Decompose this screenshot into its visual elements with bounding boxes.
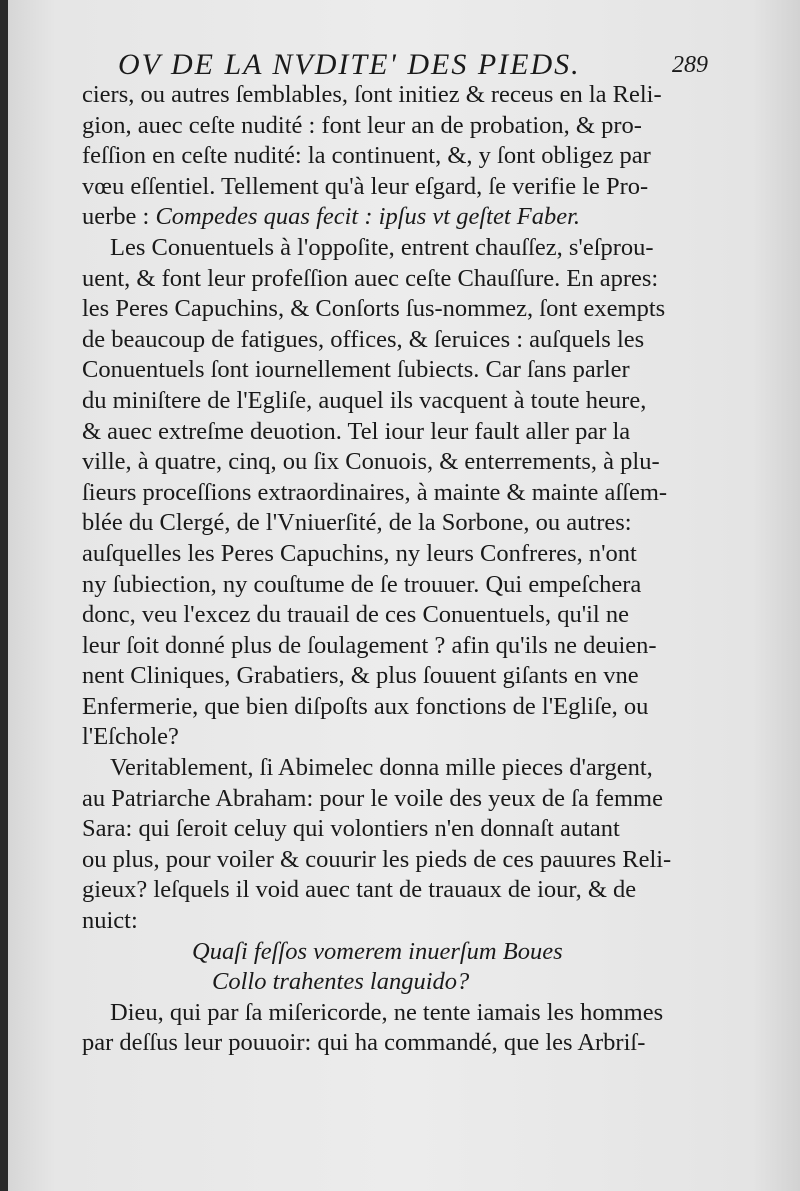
text-line: nuict: xyxy=(82,907,138,935)
text-line: gion, auec ceſte nudité : font leur an de probation, & pro- xyxy=(82,111,642,139)
text-line: auſquelles les Peres Capuchins, ny leurs Confreres, n'ont xyxy=(82,539,637,567)
text-line: l'Eſchole? xyxy=(82,723,179,751)
text-line: nent Cliniques, Grabatiers, & plus ſouuent giſants en vne xyxy=(82,662,639,690)
text-line: ciers, ou autres ſemblables, ſont initiez & receus en la Reli- xyxy=(82,81,662,108)
text-line: gieux? leſquels il void auec tant de trauaux de iour, & de xyxy=(82,876,637,904)
page-body xyxy=(82,80,722,1059)
text-line: feſſion en ceſte nudité: la continuent, &, y ſont obligez par xyxy=(82,142,651,170)
text-line: Sara: qui ſeroit celuy qui volontiers n'en donnaſt autant xyxy=(82,815,620,843)
verse-line: Collo trahentes languido? xyxy=(212,968,470,996)
text-line: du miniſtere de l'Egliſe, auquel ils vacquent à toute heure, xyxy=(82,386,647,414)
book-page xyxy=(8,0,800,1191)
text-line: ville, à quatre, cinq, ou ſix Conuois, & enterrements, à plu- xyxy=(82,448,660,476)
text-line: Enfermerie, que bien diſpoſts aux fonctions de l'Egliſe, ou xyxy=(82,692,649,720)
text-line: & auec extreſme deuotion. Tel iour leur fault aller par la xyxy=(82,417,631,445)
text-line: ny ſubiection, ny couſtume de ſe trouuer. Qui empeſchera xyxy=(82,570,642,598)
text-line: au Patriarche Abraham: pour le voile des yeux de ſa femme xyxy=(82,784,663,812)
text-line: Conuentuels ſont iournellement ſubiects. Car ſans parler xyxy=(82,356,630,384)
text-line: blée du Clergé, de l'Vniuerſité, de la Sorbone, ou autres: xyxy=(82,509,632,537)
verse-line: Quaſi feſſos vomerem inuerſum Boues xyxy=(192,937,563,965)
text-line: les Peres Capuchins, & Conſorts ſus-nommez, ſont exempts xyxy=(82,295,666,323)
text-line: de beaucoup de fatigues, offices, & ſeruices : auſquels les xyxy=(82,325,645,353)
paragraph-start: Dieu, qui par ſa miſericorde, ne tente iamais les hommes xyxy=(110,998,664,1026)
running-title: OV DE LA NVDITE' DES PIEDS. xyxy=(118,48,581,81)
latin-proverb: Compedes quas fecit : ipſus vt geſtet Faber. xyxy=(155,203,581,231)
text-line: donc, veu l'excez du trauail de ces Conuentuels, qu'il ne xyxy=(82,601,629,629)
text-line: ſieurs proceſſions extraordinaires, à mainte & mainte aſſem- xyxy=(82,478,668,506)
paragraph-start: Les Conuentuels à l'oppoſite, entrent chauſſez, s'eſprou- xyxy=(110,233,654,261)
proverb-prefix: uerbe : xyxy=(82,203,156,231)
paragraph-start: Veritablement, ſi Abimelec donna mille pieces d'argent, xyxy=(110,754,653,782)
page-number: 289 xyxy=(672,52,708,78)
text-line: vœu eſſentiel. Tellement qu'à leur eſgard, ſe verifie le Pro- xyxy=(82,172,649,200)
proverb-line xyxy=(82,202,722,233)
text-line: leur ſoit donné plus de ſoulagement ? afin qu'ils ne deuien- xyxy=(82,631,657,659)
text-line: uent, & font leur profeſſion auec ceſte Chauſſure. En apres: xyxy=(82,264,659,292)
text-line: par deſſus leur pouuoir: qui ha commandé, que les Arbriſ- xyxy=(82,1029,646,1057)
text-line: ou plus, pour voiler & couurir les pieds de ces pauures Reli- xyxy=(82,845,672,873)
